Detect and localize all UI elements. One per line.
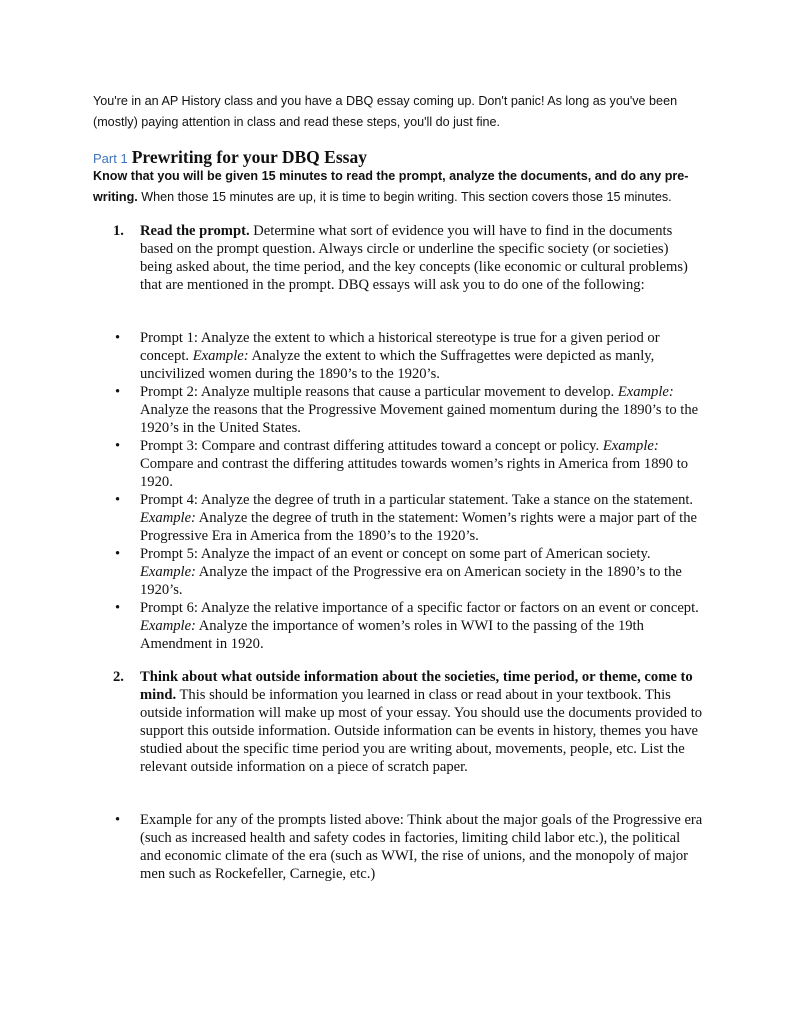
step-1 [113, 222, 703, 294]
bullet-icon: • [115, 600, 121, 616]
bullet-icon: • [115, 330, 121, 346]
prompt-example-text: Analyze the importance of women’s roles in WWI to the passing of the 19th Amendment in 1920. [140, 618, 644, 652]
example-label: Example: [140, 618, 196, 634]
list-item [113, 491, 703, 545]
step-2-body [140, 668, 703, 776]
step-2-text: This should be information you learned in class or read about in your textbook. This outside information will make up most of your essay. You should use the documents provided to support this outside information. Outside information can be events in history, themes you have studied about the specific time period you are writing about, movements, people, etc. List the relevant outside information on a piece of scratch paper. [140, 687, 703, 775]
example-label: Example: [140, 510, 196, 526]
example-label: Example: [140, 564, 196, 580]
example-list [113, 811, 703, 883]
bullet-icon: • [115, 546, 121, 562]
lead-rest-text: When those 15 minutes are up, it is time to begin writing. This section covers those 15 minutes. [137, 190, 672, 204]
intro-paragraph: You're in an AP History class and you have a DBQ essay coming up. Don't panic! As long as you've been (mostly) paying attention in class and read these steps, you'll do just fine. [93, 94, 678, 129]
part-lead-paragraph [93, 166, 708, 208]
list-item [113, 437, 703, 491]
bullet-icon: • [115, 438, 121, 454]
list-item [113, 811, 703, 883]
step-1-number: 1. [113, 223, 124, 239]
prompt-example-text: Analyze the impact of the Progressive era on American society in the 1890’s to the 1920’s. [140, 564, 682, 598]
part-label: Part 1 [93, 151, 128, 166]
example-label: Example: [602, 438, 659, 454]
bullet-icon: • [115, 384, 121, 400]
prompt-text: Prompt 2: Analyze multiple reasons that cause a particular movement to develop. [140, 384, 618, 400]
step-1-title: Read the prompt. [140, 223, 250, 239]
bullet-icon: • [115, 492, 121, 508]
prompt-example-text: Analyze the degree of truth in the statement: Women’s rights were a major part of the Progressive Era in America from the 1890’s to the 1920’s. [140, 510, 697, 544]
prompt-text: Prompt 1: Analyze the extent to which a historical stereotype is true for a given period or concept. [140, 330, 660, 364]
example-bullet-text: Example for any of the prompts listed above: Think about the major goals of the Progressive era (such as increased health and safety codes in factories, limiting child labor etc.), the political and economic climate of the era (such as WWI, the rise of unions, and the monopoly of major men such as Rockefeller, Carnegie, etc.) [140, 812, 703, 882]
prompt-example-text: Analyze the extent to which the Suffragettes were depicted as manly, uncivilized women during the 1890’s to the 1920’s. [140, 348, 655, 382]
list-item [113, 599, 703, 653]
example-label: Example: [192, 348, 249, 364]
prompt-text: Prompt 5: Analyze the impact of an event or concept on some part of American society. [140, 546, 651, 562]
step-1-body [140, 222, 703, 294]
step-2-number: 2. [113, 669, 124, 685]
lead-bold-text: Know that you will be given 15 minutes to read the prompt, analyze the documents, and do any pre-writing. [93, 169, 689, 204]
step-1-text: Determine what sort of evidence you will have to find in the documents based on the prompt question. Always circle or underline the specific society (or societies) being asked about, the time period, and the key concepts (like economic or cultural problems) that are mentioned in the prompt. DBQ essays will ask you to do one of the following: [140, 223, 688, 293]
prompt-example-text: Compare and contrast the differing attitudes towards women’s rights in America from 1890 to 1920. [140, 456, 689, 490]
part-title: Prewriting for your DBQ Essay [131, 147, 367, 167]
prompt-example-text: Analyze the reasons that the Progressive Movement gained momentum during the 1890’s to the 1920’s in the United States. [140, 402, 699, 436]
prompt-text: Prompt 3: Compare and contrast differing attitudes toward a concept or policy. [140, 438, 603, 454]
prompt-text: Prompt 4: Analyze the degree of truth in a particular statement. Take a stance on the statement. [140, 492, 694, 508]
example-label: Example: [617, 384, 674, 400]
list-item [113, 383, 703, 437]
step-2-title: Think about what outside information about the societies, time period, or theme, come to mind. [140, 669, 693, 703]
step-2 [113, 668, 703, 776]
prompt-text: Prompt 6: Analyze the relative importance of a specific factor or factors on an event or concept. [140, 600, 699, 616]
prompt-list [113, 329, 703, 653]
list-item [113, 545, 703, 599]
bullet-icon: • [115, 812, 121, 828]
list-item [113, 329, 703, 383]
